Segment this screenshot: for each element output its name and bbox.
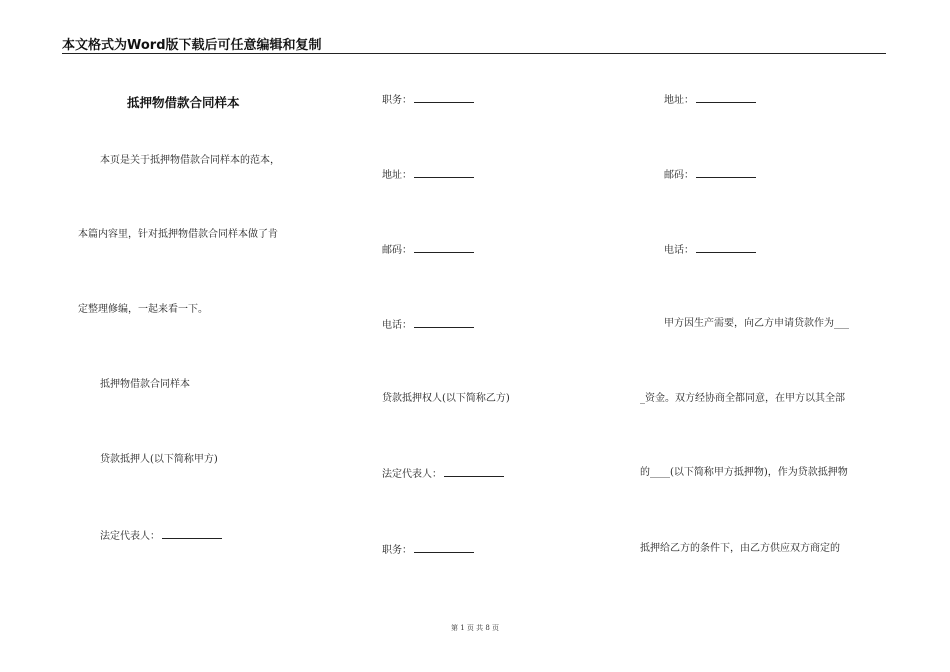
field-line (664, 168, 756, 182)
field-line (100, 529, 222, 543)
field-label: 地址： (664, 95, 694, 106)
field-label: 职务： (382, 95, 412, 106)
paragraph-line: 定整理修编，一起来看一下。 (78, 304, 208, 315)
paragraph-line: 本篇内容里，针对抵押物借款合同样本做了肯 (78, 229, 278, 240)
paragraph-line: 甲方因生产需要，向乙方申请贷款作为___ (664, 318, 849, 329)
field-label: 法定代表人： (100, 531, 160, 542)
field-label: 职务： (382, 545, 412, 556)
blank-underline (414, 543, 474, 553)
paragraph-line: 本页是关于抵押物借款合同样本的范本， (100, 155, 280, 166)
field-line (382, 243, 474, 257)
field-line (382, 543, 474, 557)
paragraph-line: 抵押给乙方的条件下，由乙方供应双方商定的 (640, 543, 840, 554)
blank-underline (414, 168, 474, 178)
field-line (382, 467, 504, 481)
paragraph-line: 的____(以下简称甲方抵押物)，作为贷款抵押物 (640, 467, 848, 478)
field-label: 地址： (382, 170, 412, 181)
blank-underline (696, 93, 756, 103)
blank-underline (696, 243, 756, 253)
field-label: 邮码： (664, 170, 694, 181)
document-title: 抵押物借款合同样本 (127, 95, 240, 110)
blank-underline (414, 318, 474, 328)
field-line (382, 168, 474, 182)
field-line (382, 318, 474, 332)
paragraph-line: 贷款抵押人(以下简称甲方) (100, 454, 218, 465)
field-line (664, 243, 756, 257)
page-header (62, 34, 886, 54)
blank-underline (444, 467, 504, 477)
paragraph-line: _资金。双方经协商全都同意，在甲方以其全部 (640, 393, 845, 404)
blank-underline (414, 243, 474, 253)
field-line (664, 93, 756, 107)
blank-underline (696, 168, 756, 178)
blank-underline (414, 93, 474, 103)
field-label: 电话： (382, 320, 412, 331)
paragraph-line: 贷款抵押权人(以下简称乙方) (382, 393, 510, 404)
field-label: 邮码： (382, 245, 412, 256)
field-label: 电话： (664, 245, 694, 256)
field-line (382, 93, 474, 107)
paragraph-line: 抵押物借款合同样本 (100, 379, 190, 390)
header-title: 本文格式为Word版下载后可任意编辑和复制 (62, 38, 322, 53)
field-label: 法定代表人： (382, 469, 442, 480)
blank-underline (162, 529, 222, 539)
page-footer: 第 1 页 共 8 页 (450, 624, 500, 632)
